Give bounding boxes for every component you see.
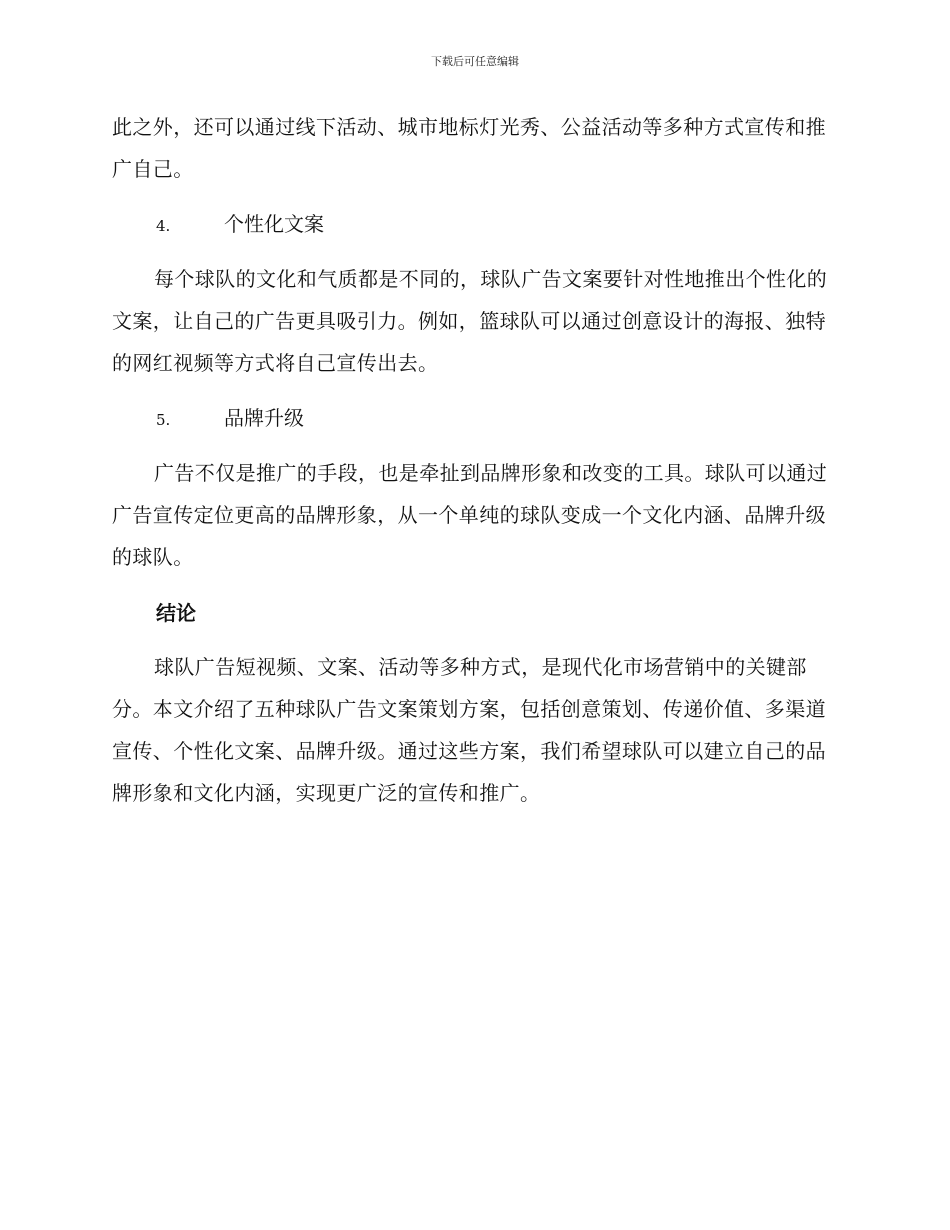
list-item-brand-upgrade <box>156 397 304 441</box>
list-item-title: 品牌升级 <box>224 406 304 430</box>
paragraph-continuation: 此之外，还可以通过线下活动、城市地标灯光秀、公益活动等多种方式宣传和推广自己。 <box>112 115 826 181</box>
list-item-number: 5. <box>156 411 171 429</box>
list-item-personalized-copy <box>156 203 324 247</box>
paragraph-brand-upgrade: 广告不仅是推广的手段，也是牵扯到品牌形象和改变的工具。球队可以通过广告宣传定位更高的品牌形象，从一个单纯的球队变成一个文化内涵、品牌升级的球队。 <box>112 461 828 569</box>
paragraph-personalized-copy: 每个球队的文化和气质都是不同的，球队广告文案要针对性地推出个性化的文案，让自己的广告更具吸引力。例如，篮球队可以通过创意设计的海报、独特的网红视频等方式将自己宣传出去。 <box>112 267 828 375</box>
list-item-title: 个性化文案 <box>224 212 324 236</box>
paragraph-conclusion: 球队广告短视频、文案、活动等多种方式，是现代化市场营销中的关键部分。本文介绍了五种球队广告文案策划方案，包括创意策划、传递价值、多渠道宣传、个性化文案、品牌升级。通过这些方案，我们希望球队可以建立自己的品牌形象和文化内涵，实现更广泛的宣传和推广。 <box>112 655 826 805</box>
conclusion-heading: 结论 <box>156 601 196 625</box>
page-header: 下载后可任意编辑 <box>431 55 519 68</box>
list-item-number: 4. <box>156 217 171 235</box>
